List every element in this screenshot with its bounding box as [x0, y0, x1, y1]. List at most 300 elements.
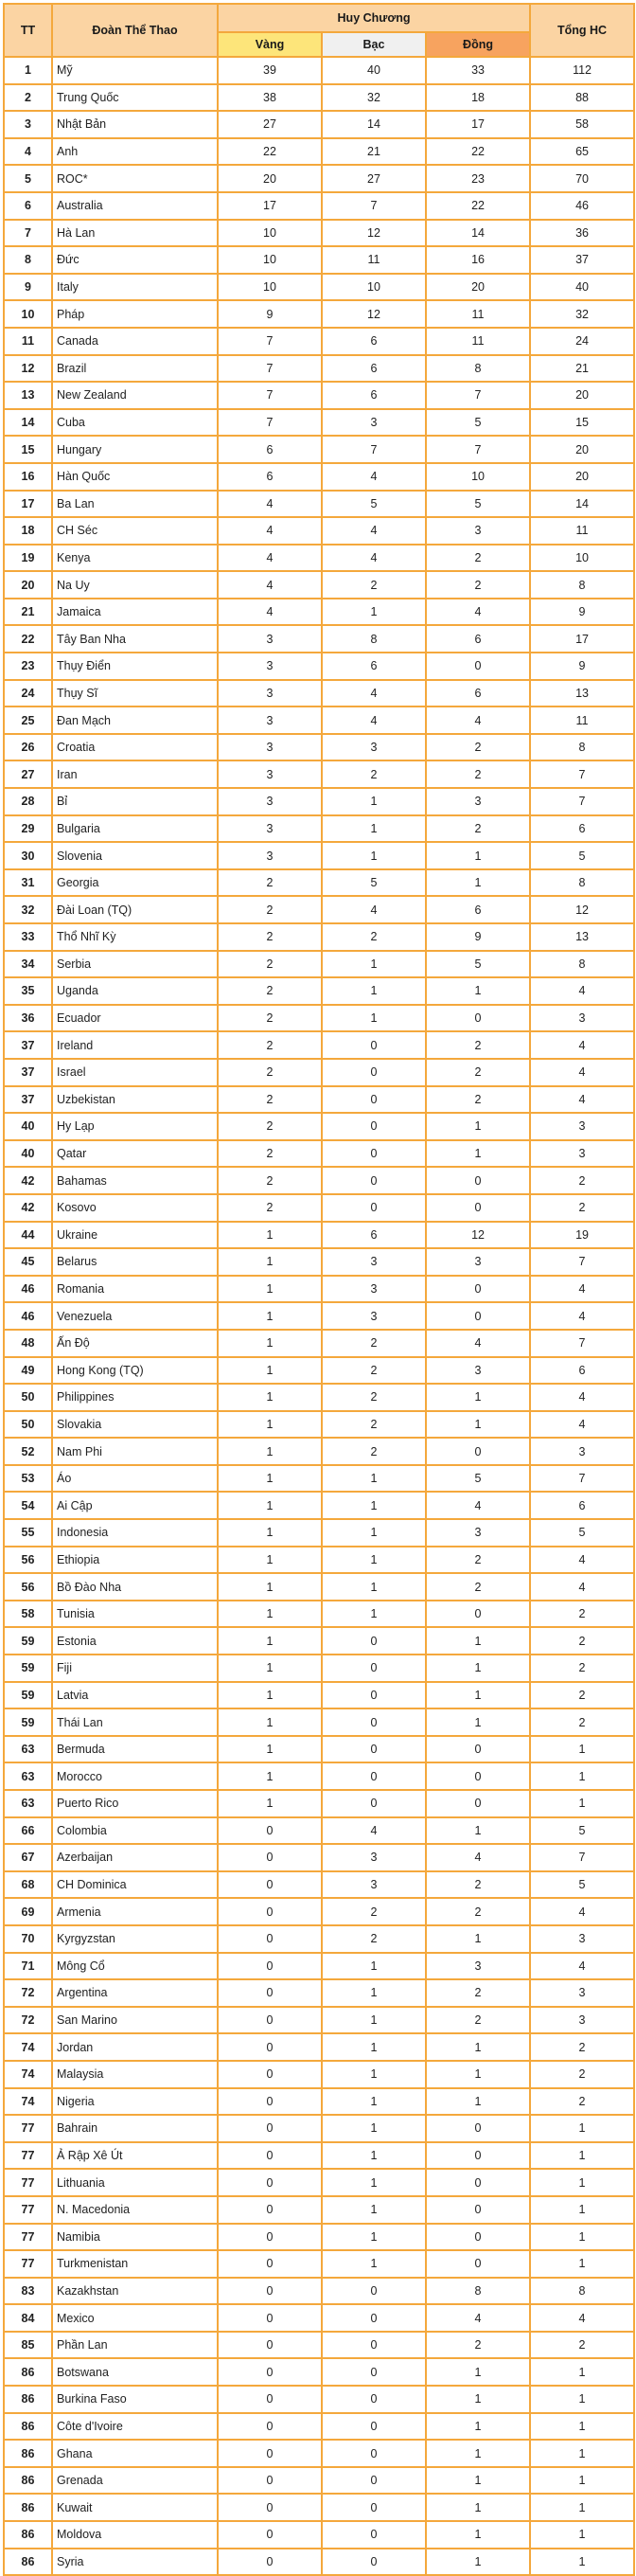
bronze-cell: 0 [426, 1790, 530, 1817]
bronze-cell: 1 [426, 2440, 530, 2467]
rank-cell: 84 [4, 2304, 52, 2332]
table-row [4, 788, 634, 815]
silver-cell: 1 [322, 788, 426, 815]
gold-cell: 2 [218, 1059, 322, 1086]
silver-cell: 2 [322, 1898, 426, 1925]
silver-cell: 21 [322, 138, 426, 166]
gold-cell: 1 [218, 1762, 322, 1790]
table-row [4, 923, 634, 951]
header-gold: Vàng [218, 32, 322, 57]
silver-cell: 0 [322, 2467, 426, 2495]
total-cell: 1 [530, 2224, 634, 2251]
total-cell: 1 [530, 2413, 634, 2441]
team-cell: Hong Kong (TQ) [52, 1357, 218, 1385]
bronze-cell: 3 [426, 1519, 530, 1547]
silver-cell: 0 [322, 2440, 426, 2467]
table-row [4, 2358, 634, 2386]
total-cell: 1 [530, 2467, 634, 2495]
gold-cell: 3 [218, 707, 322, 734]
gold-cell: 3 [218, 842, 322, 869]
team-cell: Ấn Độ [52, 1330, 218, 1357]
gold-cell: 0 [218, 1925, 322, 1953]
silver-cell: 5 [322, 491, 426, 518]
gold-cell: 0 [218, 2440, 322, 2467]
table-row [4, 2386, 634, 2413]
bronze-cell: 1 [426, 1140, 530, 1168]
silver-cell: 0 [322, 2332, 426, 2359]
total-cell: 2 [530, 2061, 634, 2088]
gold-cell: 7 [218, 382, 322, 409]
bronze-cell: 14 [426, 220, 530, 247]
total-cell: 3 [530, 1438, 634, 1465]
total-cell: 7 [530, 1248, 634, 1276]
table-row [4, 599, 634, 626]
gold-cell: 1 [218, 1519, 322, 1547]
total-cell: 4 [530, 1302, 634, 1330]
bronze-cell: 4 [426, 599, 530, 626]
gold-cell: 0 [218, 2115, 322, 2142]
total-cell: 2 [530, 1167, 634, 1194]
table-row [4, 1492, 634, 1519]
team-cell: Ecuador [52, 1005, 218, 1032]
table-row [4, 355, 634, 383]
rank-cell: 2 [4, 84, 52, 112]
bronze-cell: 1 [426, 1708, 530, 1736]
bronze-cell: 2 [426, 2332, 530, 2359]
total-cell: 4 [530, 1031, 634, 1059]
total-cell: 1 [530, 1762, 634, 1790]
table-row [4, 896, 634, 923]
rank-cell: 13 [4, 382, 52, 409]
silver-cell: 10 [322, 274, 426, 301]
gold-cell: 0 [218, 2169, 322, 2196]
table-row [4, 328, 634, 355]
rank-cell: 59 [4, 1655, 52, 1682]
rank-cell: 77 [4, 2196, 52, 2224]
silver-cell: 2 [322, 1925, 426, 1953]
gold-cell: 3 [218, 734, 322, 761]
table-row [4, 1953, 634, 1980]
gold-cell: 1 [218, 1492, 322, 1519]
table-row [4, 1762, 634, 1790]
total-cell: 2 [530, 2033, 634, 2061]
silver-cell: 3 [322, 1276, 426, 1303]
silver-cell: 0 [322, 1031, 426, 1059]
team-cell: Bồ Đào Nha [52, 1573, 218, 1601]
rank-cell: 1 [4, 57, 52, 84]
bronze-cell: 1 [426, 977, 530, 1005]
silver-cell: 7 [322, 436, 426, 463]
bronze-cell: 0 [426, 1438, 530, 1465]
total-cell: 46 [530, 192, 634, 220]
gold-cell: 7 [218, 355, 322, 383]
gold-cell: 1 [218, 1708, 322, 1736]
total-cell: 37 [530, 246, 634, 274]
bronze-cell: 11 [426, 300, 530, 328]
gold-cell: 38 [218, 84, 322, 112]
silver-cell: 6 [322, 653, 426, 680]
bronze-cell: 2 [426, 1979, 530, 2007]
rank-cell: 86 [4, 2386, 52, 2413]
bronze-cell: 1 [426, 2061, 530, 2088]
table-body [4, 57, 634, 2575]
team-cell: Kyrgyzstan [52, 1925, 218, 1953]
gold-cell: 2 [218, 1167, 322, 1194]
silver-cell: 8 [322, 625, 426, 653]
rank-cell: 59 [4, 1627, 52, 1655]
rank-cell: 30 [4, 842, 52, 869]
rank-cell: 66 [4, 1817, 52, 1845]
rank-cell: 83 [4, 2278, 52, 2305]
total-cell: 2 [530, 1601, 634, 1628]
total-cell: 2 [530, 1194, 634, 1222]
table-row [4, 1601, 634, 1628]
table-row [4, 2224, 634, 2251]
team-cell: New Zealand [52, 382, 218, 409]
gold-cell: 0 [218, 2278, 322, 2305]
rank-cell: 29 [4, 815, 52, 843]
silver-cell: 1 [322, 1005, 426, 1032]
gold-cell: 0 [218, 1898, 322, 1925]
bronze-cell: 0 [426, 2115, 530, 2142]
gold-cell: 2 [218, 1005, 322, 1032]
rank-cell: 46 [4, 1302, 52, 1330]
team-cell: Mexico [52, 2304, 218, 2332]
total-cell: 10 [530, 545, 634, 572]
team-cell: Canada [52, 328, 218, 355]
table-row [4, 653, 634, 680]
rank-cell: 37 [4, 1086, 52, 1114]
rank-cell: 74 [4, 2061, 52, 2088]
bronze-cell: 6 [426, 625, 530, 653]
silver-cell: 3 [322, 734, 426, 761]
table-row [4, 1627, 634, 1655]
table-row [4, 165, 634, 192]
bronze-cell: 1 [426, 2413, 530, 2441]
gold-cell: 4 [218, 571, 322, 599]
rank-cell: 20 [4, 571, 52, 599]
silver-cell: 0 [322, 1708, 426, 1736]
bronze-cell: 6 [426, 680, 530, 707]
rank-cell: 86 [4, 2549, 52, 2576]
rank-cell: 36 [4, 1005, 52, 1032]
rank-cell: 59 [4, 1708, 52, 1736]
total-cell: 7 [530, 760, 634, 788]
team-cell: Bermuda [52, 1736, 218, 1763]
silver-cell: 4 [322, 1817, 426, 1845]
total-cell: 17 [530, 625, 634, 653]
rank-cell: 23 [4, 653, 52, 680]
rank-cell: 7 [4, 220, 52, 247]
gold-cell: 10 [218, 274, 322, 301]
total-cell: 9 [530, 599, 634, 626]
table-row [4, 300, 634, 328]
rank-cell: 26 [4, 734, 52, 761]
gold-cell: 0 [218, 2386, 322, 2413]
rank-cell: 86 [4, 2521, 52, 2549]
team-cell: Namibia [52, 2224, 218, 2251]
team-cell: Fiji [52, 1655, 218, 1682]
silver-cell: 4 [322, 707, 426, 734]
rank-cell: 52 [4, 1438, 52, 1465]
silver-cell: 1 [322, 842, 426, 869]
gold-cell: 1 [218, 1438, 322, 1465]
silver-cell: 1 [322, 1953, 426, 1980]
team-cell: Đan Mạch [52, 707, 218, 734]
total-cell: 20 [530, 382, 634, 409]
team-cell: Serbia [52, 951, 218, 978]
bronze-cell: 2 [426, 815, 530, 843]
total-cell: 1 [530, 2142, 634, 2170]
bronze-cell: 1 [426, 2358, 530, 2386]
bronze-cell: 2 [426, 760, 530, 788]
gold-cell: 1 [218, 1465, 322, 1493]
rank-cell: 31 [4, 869, 52, 897]
gold-cell: 2 [218, 1140, 322, 1168]
silver-cell: 0 [322, 1790, 426, 1817]
table-row [4, 1086, 634, 1114]
gold-cell: 3 [218, 788, 322, 815]
total-cell: 20 [530, 436, 634, 463]
table-row [4, 2250, 634, 2278]
rank-cell: 48 [4, 1330, 52, 1357]
bronze-cell: 1 [426, 2088, 530, 2116]
silver-cell: 40 [322, 57, 426, 84]
total-cell: 7 [530, 1330, 634, 1357]
team-cell: Kosovo [52, 1194, 218, 1222]
rank-cell: 69 [4, 1898, 52, 1925]
bronze-cell: 4 [426, 707, 530, 734]
team-cell: ROC* [52, 165, 218, 192]
bronze-cell: 12 [426, 1222, 530, 1249]
team-cell: Bahamas [52, 1167, 218, 1194]
total-cell: 2 [530, 1655, 634, 1682]
team-cell: Tây Ban Nha [52, 625, 218, 653]
bronze-cell: 5 [426, 1465, 530, 1493]
rank-cell: 49 [4, 1357, 52, 1385]
rank-cell: 54 [4, 1492, 52, 1519]
silver-cell: 1 [322, 1601, 426, 1628]
rank-cell: 24 [4, 680, 52, 707]
rank-cell: 45 [4, 1248, 52, 1276]
bronze-cell: 3 [426, 1248, 530, 1276]
gold-cell: 0 [218, 2467, 322, 2495]
total-cell: 8 [530, 951, 634, 978]
gold-cell: 1 [218, 1601, 322, 1628]
gold-cell: 1 [218, 1384, 322, 1411]
rank-cell: 28 [4, 788, 52, 815]
rank-cell: 72 [4, 1979, 52, 2007]
table-row [4, 1222, 634, 1249]
table-row [4, 1438, 634, 1465]
team-cell: Moldova [52, 2521, 218, 2549]
rank-cell: 5 [4, 165, 52, 192]
table-row [4, 951, 634, 978]
silver-cell: 1 [322, 1573, 426, 1601]
medal-table-container [3, 3, 633, 2576]
team-cell: Ireland [52, 1031, 218, 1059]
total-cell: 1 [530, 2196, 634, 2224]
total-cell: 1 [530, 1790, 634, 1817]
team-cell: Bahrain [52, 2115, 218, 2142]
total-cell: 3 [530, 1979, 634, 2007]
silver-cell: 0 [322, 1627, 426, 1655]
gold-cell: 3 [218, 653, 322, 680]
silver-cell: 1 [322, 815, 426, 843]
rank-cell: 33 [4, 923, 52, 951]
table-row [4, 1140, 634, 1168]
gold-cell: 3 [218, 680, 322, 707]
gold-cell: 0 [218, 2494, 322, 2521]
gold-cell: 0 [218, 2521, 322, 2549]
team-cell: Australia [52, 192, 218, 220]
total-cell: 4 [530, 1573, 634, 1601]
table-row [4, 2521, 634, 2549]
silver-cell: 0 [322, 1140, 426, 1168]
silver-cell: 4 [322, 517, 426, 545]
rank-cell: 14 [4, 409, 52, 437]
team-cell: Nam Phi [52, 1438, 218, 1465]
silver-cell: 2 [322, 760, 426, 788]
table-row [4, 1357, 634, 1385]
total-cell: 6 [530, 815, 634, 843]
bronze-cell: 22 [426, 138, 530, 166]
silver-cell: 1 [322, 2007, 426, 2034]
bronze-cell: 1 [426, 1113, 530, 1140]
table-row [4, 869, 634, 897]
table-row [4, 545, 634, 572]
silver-cell: 1 [322, 977, 426, 1005]
bronze-cell: 33 [426, 57, 530, 84]
team-cell: Ba Lan [52, 491, 218, 518]
bronze-cell: 1 [426, 1411, 530, 1439]
rank-cell: 22 [4, 625, 52, 653]
total-cell: 11 [530, 517, 634, 545]
bronze-cell: 2 [426, 571, 530, 599]
total-cell: 1 [530, 2358, 634, 2386]
bronze-cell: 5 [426, 951, 530, 978]
table-row [4, 1465, 634, 1493]
silver-cell: 7 [322, 192, 426, 220]
silver-cell: 6 [322, 328, 426, 355]
gold-cell: 1 [218, 1655, 322, 1682]
total-cell: 8 [530, 571, 634, 599]
silver-cell: 0 [322, 1059, 426, 1086]
silver-cell: 0 [322, 2494, 426, 2521]
table-row [4, 1844, 634, 1871]
table-row [4, 2549, 634, 2576]
gold-cell: 0 [218, 1953, 322, 1980]
team-cell: Thụy Điển [52, 653, 218, 680]
bronze-cell: 2 [426, 1547, 530, 1574]
silver-cell: 0 [322, 1655, 426, 1682]
rank-cell: 85 [4, 2332, 52, 2359]
gold-cell: 1 [218, 1573, 322, 1601]
gold-cell: 4 [218, 517, 322, 545]
bronze-cell: 18 [426, 84, 530, 112]
bronze-cell: 0 [426, 1302, 530, 1330]
table-row [4, 84, 634, 112]
table-row [4, 382, 634, 409]
team-cell: Tunisia [52, 1601, 218, 1628]
team-cell: Cuba [52, 409, 218, 437]
total-cell: 19 [530, 1222, 634, 1249]
rank-cell: 32 [4, 896, 52, 923]
silver-cell: 0 [322, 1113, 426, 1140]
bronze-cell: 9 [426, 923, 530, 951]
table-row [4, 2169, 634, 2196]
team-cell: Grenada [52, 2467, 218, 2495]
total-cell: 11 [530, 707, 634, 734]
bronze-cell: 3 [426, 1953, 530, 1980]
bronze-cell: 0 [426, 1762, 530, 1790]
gold-cell: 0 [218, 2250, 322, 2278]
table-row [4, 138, 634, 166]
rank-cell: 35 [4, 977, 52, 1005]
silver-cell: 0 [322, 2549, 426, 2576]
total-cell: 14 [530, 491, 634, 518]
team-cell: Iran [52, 760, 218, 788]
silver-cell: 3 [322, 1844, 426, 1871]
team-cell: Hy Lạp [52, 1113, 218, 1140]
silver-cell: 3 [322, 1302, 426, 1330]
header-rank: TT [4, 4, 52, 57]
bronze-cell: 20 [426, 274, 530, 301]
table-row [4, 1547, 634, 1574]
total-cell: 4 [530, 2304, 634, 2332]
table-row [4, 1898, 634, 1925]
total-cell: 4 [530, 977, 634, 1005]
bronze-cell: 2 [426, 2007, 530, 2034]
rank-cell: 25 [4, 707, 52, 734]
team-cell: Italy [52, 274, 218, 301]
table-row [4, 1059, 634, 1086]
silver-cell: 2 [322, 1330, 426, 1357]
rank-cell: 18 [4, 517, 52, 545]
gold-cell: 0 [218, 2033, 322, 2061]
bronze-cell: 5 [426, 409, 530, 437]
bronze-cell: 3 [426, 788, 530, 815]
bronze-cell: 3 [426, 1357, 530, 1385]
rank-cell: 55 [4, 1519, 52, 1547]
team-cell: Jordan [52, 2033, 218, 2061]
team-cell: Pháp [52, 300, 218, 328]
total-cell: 4 [530, 1059, 634, 1086]
team-cell: Azerbaijan [52, 1844, 218, 1871]
team-cell: Latvia [52, 1682, 218, 1709]
gold-cell: 1 [218, 1248, 322, 1276]
team-cell: Ethiopia [52, 1547, 218, 1574]
team-cell: Indonesia [52, 1519, 218, 1547]
gold-cell: 0 [218, 2224, 322, 2251]
table-row [4, 625, 634, 653]
total-cell: 4 [530, 1086, 634, 1114]
medal-table [3, 3, 635, 2576]
table-row [4, 220, 634, 247]
table-row [4, 2007, 634, 2034]
bronze-cell: 1 [426, 2549, 530, 2576]
silver-cell: 32 [322, 84, 426, 112]
bronze-cell: 1 [426, 1817, 530, 1845]
silver-cell: 14 [322, 111, 426, 138]
rank-cell: 63 [4, 1736, 52, 1763]
table-row [4, 1655, 634, 1682]
total-cell: 112 [530, 57, 634, 84]
gold-cell: 2 [218, 977, 322, 1005]
team-cell: Nigeria [52, 2088, 218, 2116]
table-row [4, 1248, 634, 1276]
table-row [4, 2142, 634, 2170]
